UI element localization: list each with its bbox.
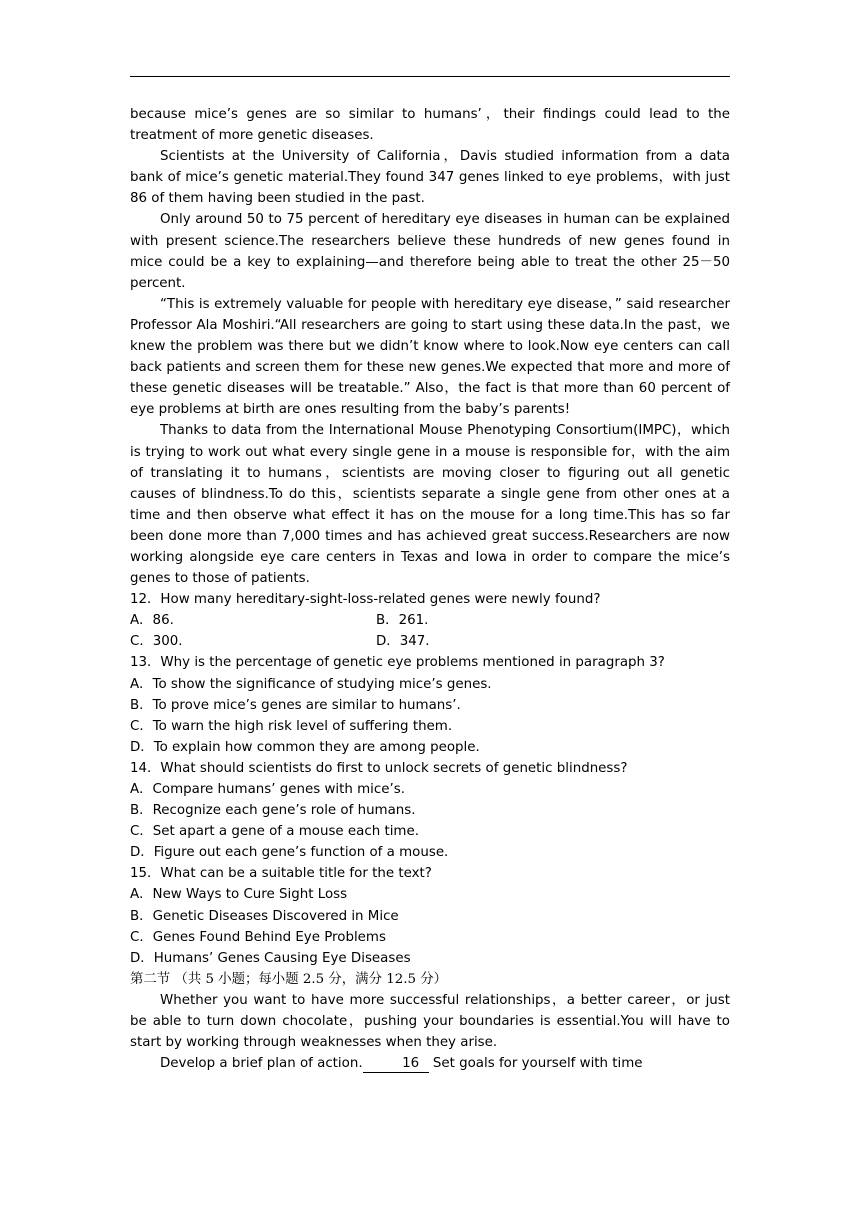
option-12-d: D．347. (376, 634, 430, 650)
question-15-stem: 15．What can be a suitable title for the text? (130, 866, 432, 882)
option-13-a: A．To show the significance of studying mice’s genes. (130, 676, 492, 692)
passage-paragraph-3: “This is extremely valuable for people with hereditary eye disease，” said researcher Professor Ala Moshiri.“All researchers are going to start using these data.In the past，we knew the problem was there but we didn’t know where to look.Now eye centers can call back patients and screen them for these new genes.We expected that more and more of these genetic diseases will be treatable.” Also，the fact is that more than 60 percent of eye problems at birth are ones resulting from the baby’s parents! (130, 296, 730, 418)
question-13 (130, 652, 730, 757)
header-rule (130, 76, 730, 77)
question-12 (130, 589, 730, 652)
question-12-options-row-2 (130, 631, 730, 652)
blank-16: 16 (363, 1055, 429, 1073)
option-14-c: C．Set apart a gene of a mouse each time. (130, 824, 419, 840)
question-15 (130, 863, 730, 968)
passage-paragraph-2: Only around 50 to 75 percent of hereditary eye diseases in human can be explained with present science.The researchers believe these hundreds of new genes found in mice could be a key to explaining—and therefore being able to treat the other 25－50 percent. (130, 212, 730, 291)
option-15-a: A．New Ways to Cure Sight Loss (130, 887, 348, 903)
option-14-b: B．Recognize each gene’s role of humans. (130, 803, 416, 819)
option-13-c: C．To warn the high risk level of suffering them. (130, 718, 453, 734)
section-2-paragraph-2-start: Develop a brief plan of action. (160, 1056, 363, 1072)
option-13-d: D．To explain how common they are among people. (130, 739, 480, 755)
question-14-stem: 14．What should scientists do first to unlock secrets of genetic blindness? (130, 760, 628, 776)
passage-paragraph-4: Thanks to data from the International Mouse Phenotyping Consortium(IMPC)，which is trying to work out what every single gene in a mouse is responsible for，with the aim of translating it to humans，scientists are moving closer to figuring out all genetic causes of blindness.To do this，scientists separate a single gene from other ones at a time and then observe what effect it has on the mouse for a long time.This has so far been done more than 7,000 times and has achieved great success.Researchers are now working alongside eye care centers in Texas and Iowa in order to compare the mice’s genes to those of patients. (130, 423, 730, 587)
question-13-stem: 13．Why is the percentage of genetic eye problems mentioned in paragraph 3? (130, 655, 665, 671)
question-12-stem: 12．How many hereditary-sight-loss-related genes were newly found? (130, 592, 601, 608)
option-12-b: B．261. (376, 613, 429, 629)
section-2-heading: 第二节 （共 5 小题；每小题 2.5 分，满分 12.5 分） (130, 971, 448, 987)
option-14-a: A．Compare humans’ genes with mice’s. (130, 782, 405, 797)
option-14-d: D．Figure out each gene’s function of a mouse. (130, 845, 449, 861)
section-2-paragraph-1: Whether you want to have more successful relationships，a better career，or just be able to turn down chocolate，pushing your boundaries is essential.You will have to start by working through weaknesses when they arise. (130, 992, 730, 1051)
question-14 (130, 758, 730, 863)
section-2-paragraph-2-end: Set goals for yourself with time (428, 1056, 643, 1072)
passage-paragraph-1: Scientists at the University of California，Davis studied information from a data bank of mice’s genetic material.They found 347 genes linked to eye problems，with just 86 of them having been studied in the past. (130, 149, 730, 207)
document-body (130, 104, 730, 1074)
question-12-options-row-1 (130, 610, 730, 631)
section-2-paragraph-2 (130, 1053, 730, 1074)
option-15-c: C．Genes Found Behind Eye Problems (130, 929, 386, 945)
option-15-d: D．Humans’ Genes Causing Eye Diseases (130, 950, 411, 966)
option-12-c: C．300. (130, 634, 183, 650)
option-13-b: B．To prove mice’s genes are similar to humans’. (130, 697, 461, 713)
passage-paragraph-0: because mice’s genes are so similar to humans’，their findings could lead to the treatment of more genetic diseases. (130, 107, 730, 144)
option-15-b: B．Genetic Diseases Discovered in Mice (130, 908, 399, 924)
option-12-a: A．86. (130, 613, 174, 629)
